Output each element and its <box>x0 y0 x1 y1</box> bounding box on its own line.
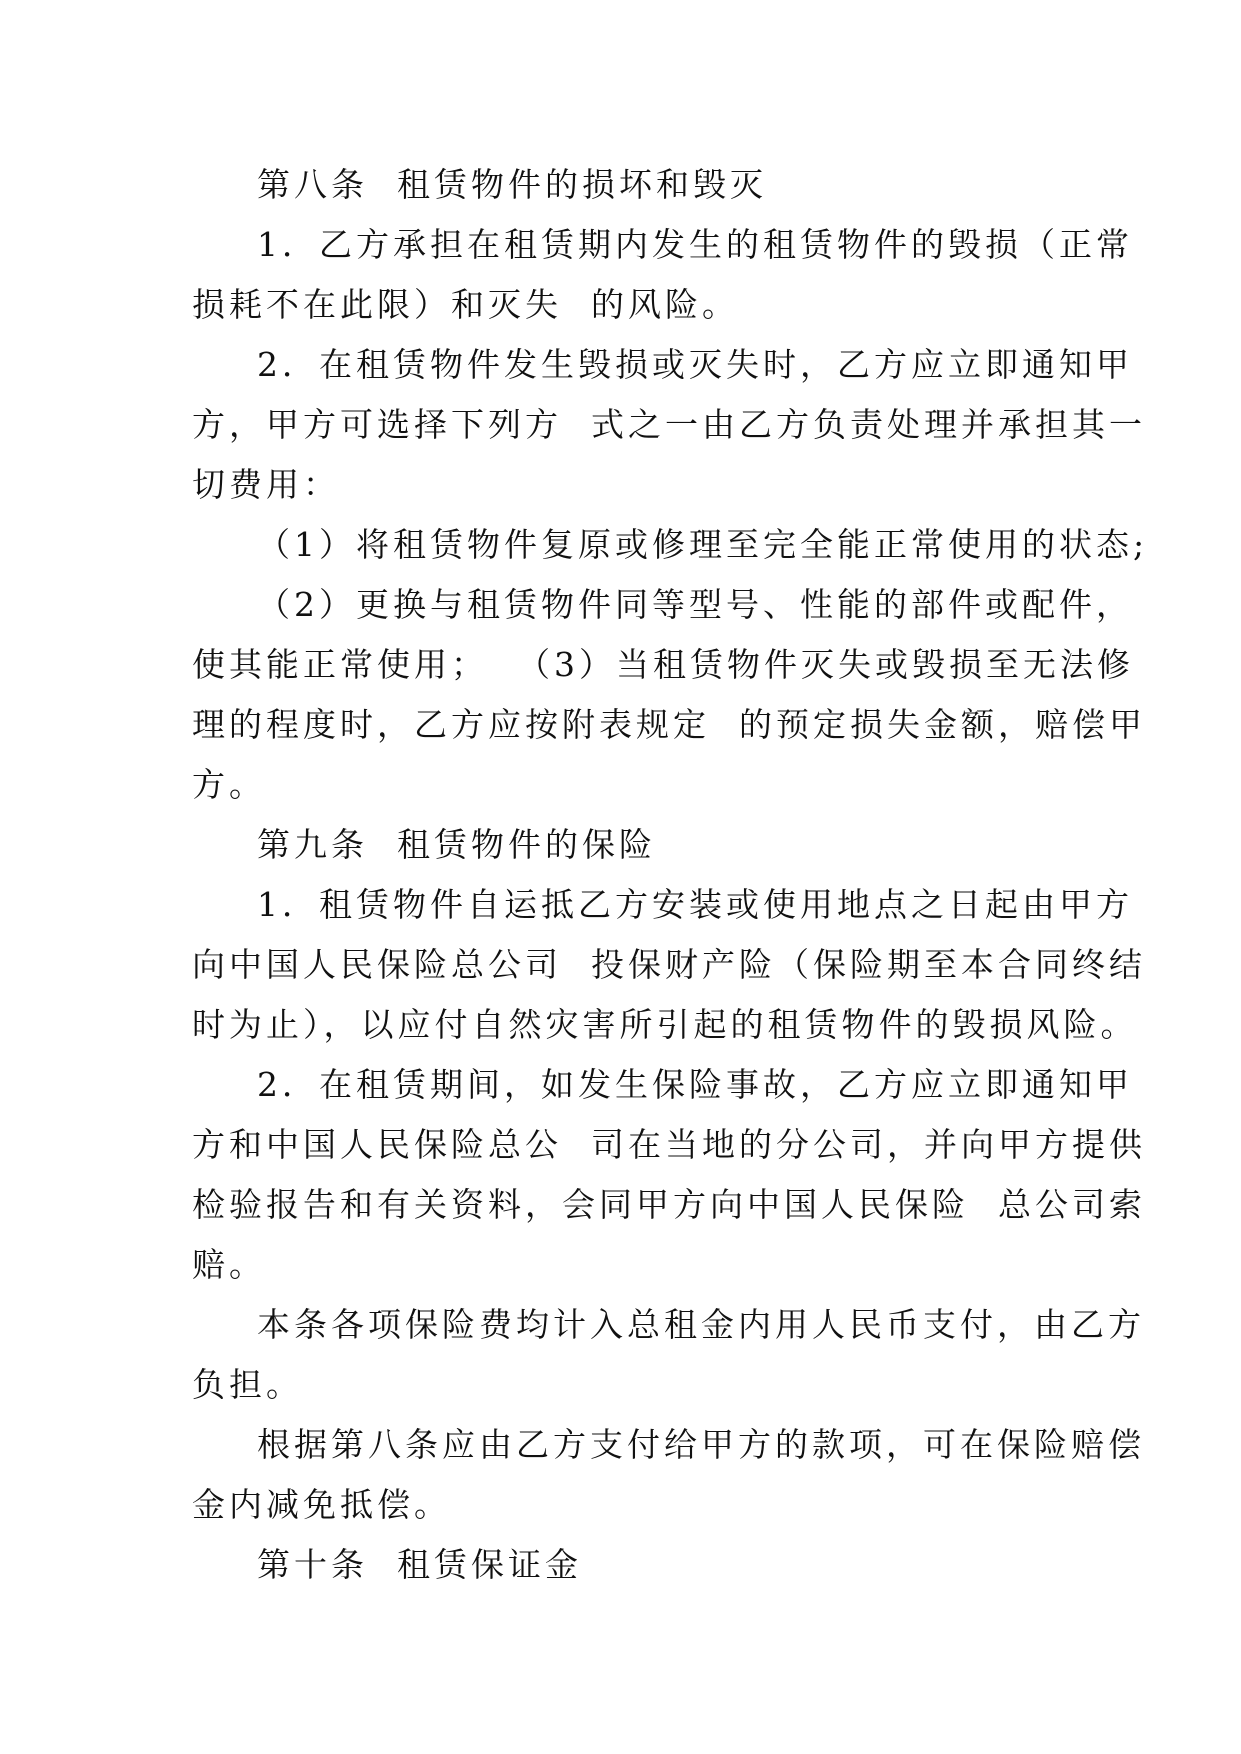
paragraph-line: 金内减免抵偿。 <box>192 1485 451 1524</box>
paragraph-line: 方和中国人民保险总公 司在当地的分公司，并向甲方提供 <box>192 1125 1146 1164</box>
paragraph-line: 赔。 <box>192 1245 266 1284</box>
paragraph-line: 切费用： <box>192 465 340 504</box>
paragraph-line: 1．租赁物件自运抵乙方安装或使用地点之日起由甲方 <box>257 885 1133 924</box>
paragraph-line: 时为止），以应付自然灾害所引起的租赁物件的毁损风险。 <box>192 1005 1138 1044</box>
paragraph-line: 负担。 <box>192 1365 303 1404</box>
article-10-heading: 第十条 租赁保证金 <box>257 1545 582 1584</box>
paragraph-line: 向中国人民保险总公司 投保财产险（保险期至本合同终结 <box>192 945 1146 984</box>
paragraph-line: 2．在租赁物件发生毁损或灭失时，乙方应立即通知甲 <box>257 345 1133 384</box>
paragraph-line: 2．在租赁期间，如发生保险事故，乙方应立即通知甲 <box>257 1065 1133 1104</box>
paragraph-line: 1．乙方承担在租赁期内发生的租赁物件的毁损（正常 <box>257 225 1133 264</box>
paragraph-line: 本条各项保险费均计入总租金内用人民币支付，由乙方 <box>257 1305 1145 1344</box>
article-8-heading: 第八条 租赁物件的损坏和毁灭 <box>257 165 767 204</box>
paragraph-line: 使其能正常使用； （3）当租赁物件灭失或毁损至无法修 <box>192 645 1134 684</box>
paragraph-line: 理的程度时，乙方应按附表规定 的预定损失金额，赔偿甲 <box>192 705 1146 744</box>
paragraph-line: 损耗不在此限）和灭失 的风险。 <box>192 285 739 324</box>
paragraph-line: （2）更换与租赁物件同等型号、性能的部件或配件， <box>257 585 1133 624</box>
paragraph-line: 检验报告和有关资料，会同甲方向中国人民保险 总公司索 <box>192 1185 1146 1224</box>
paragraph-line: 方，甲方可选择下列方 式之一由乙方负责处理并承担其一 <box>192 405 1146 444</box>
paragraph-line: 方。 <box>192 765 266 804</box>
paragraph-line: （1）将租赁物件复原或修理至完全能正常使用的状态; <box>257 525 1149 564</box>
article-9-heading: 第九条 租赁物件的保险 <box>257 825 656 864</box>
paragraph-line: 根据第八条应由乙方支付给甲方的款项，可在保险赔偿 <box>257 1425 1145 1464</box>
